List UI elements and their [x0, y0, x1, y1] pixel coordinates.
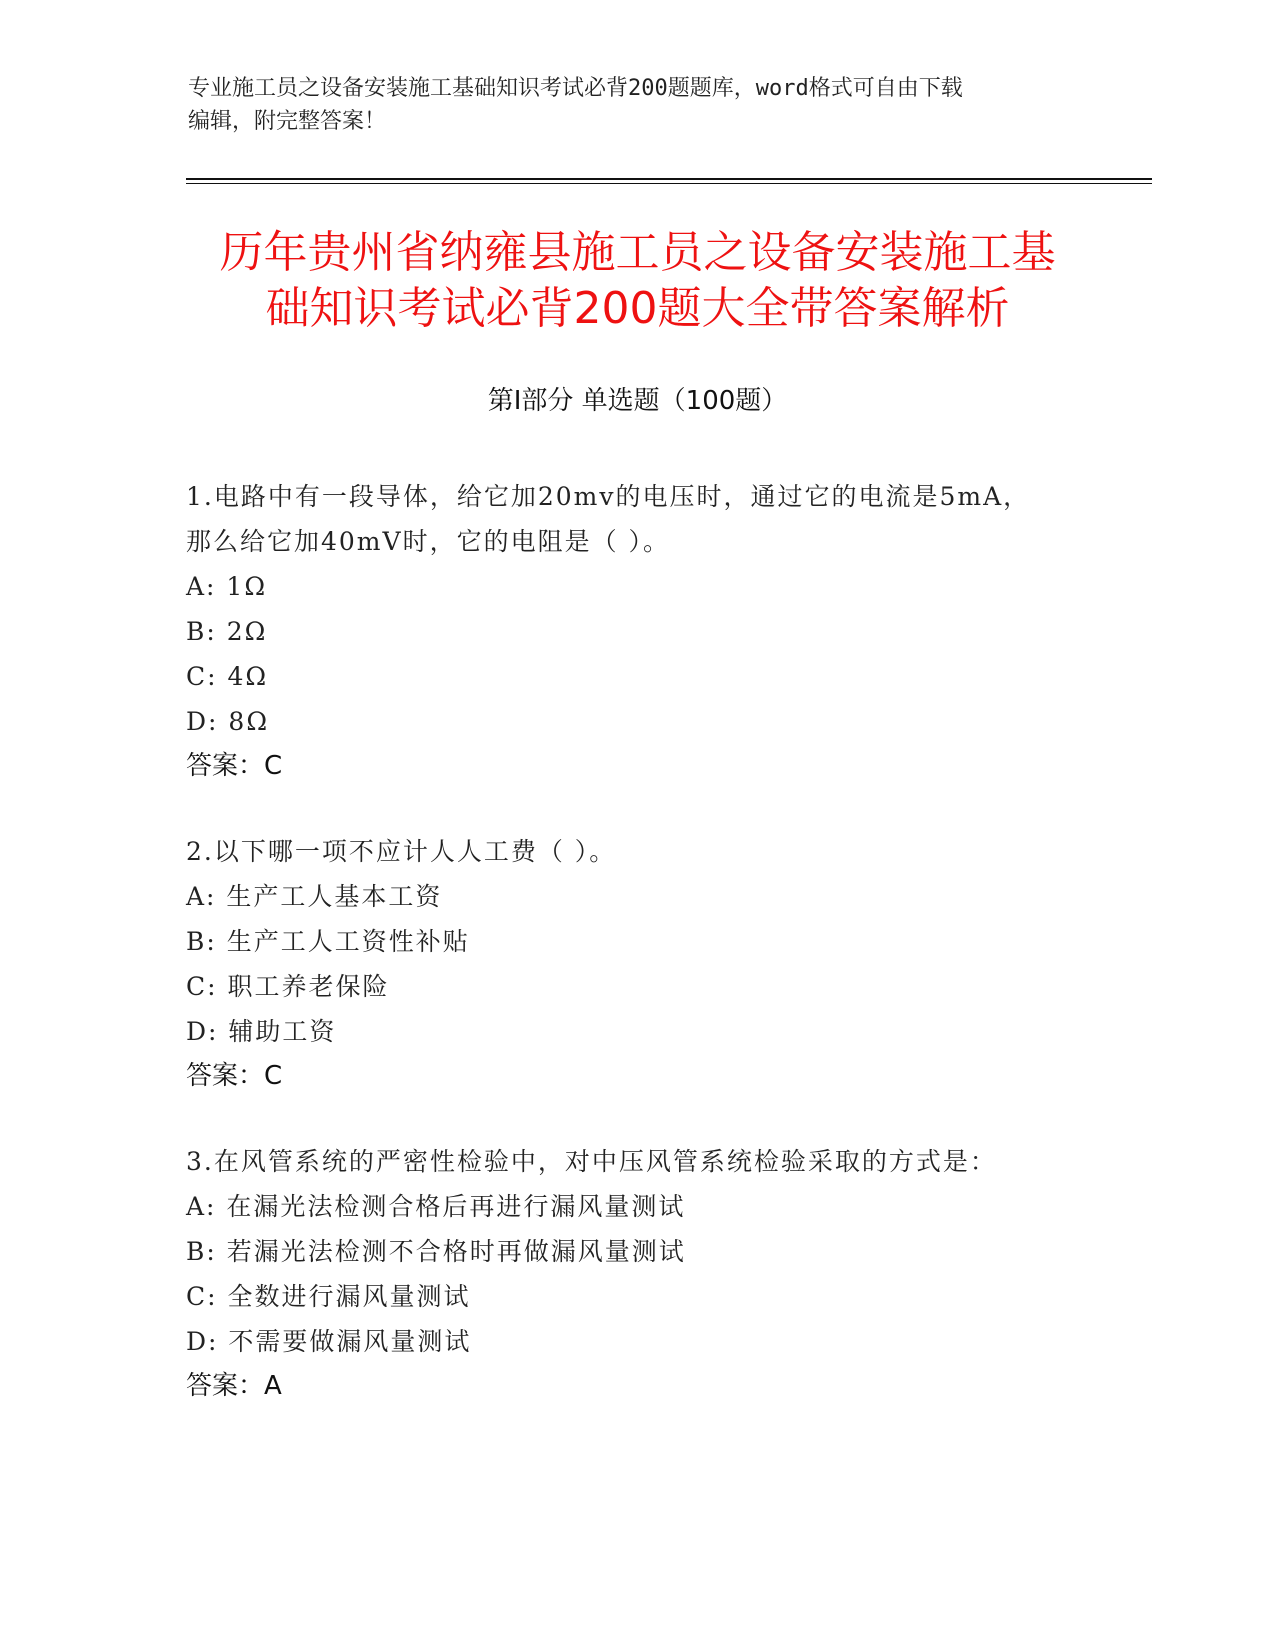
header-note	[188, 72, 1088, 138]
document-title	[150, 225, 1125, 337]
option-c: C: 4Ω	[186, 662, 269, 691]
question-3	[186, 1139, 1086, 1409]
answer: 答案：A	[186, 1371, 282, 1401]
document-title-line-2: 础知识考试必背200题大全带答案解析	[265, 283, 1010, 334]
answer: 答案：C	[186, 751, 283, 781]
option-d: D: 辅助工资	[186, 1017, 337, 1046]
section-title: 第Ⅰ部分 单选题（100题）	[487, 386, 788, 416]
option-c: C: 职工养老保险	[186, 972, 390, 1001]
question-stem-line: 3.在风管系统的严密性检验中，对中压风管系统检验采取的方式是：	[186, 1147, 997, 1176]
option-b: B: 若漏光法检测不合格时再做漏风量测试	[186, 1237, 686, 1266]
document-title-line-1: 历年贵州省纳雍县施工员之设备安装施工基	[219, 227, 1056, 278]
option-a: A: 生产工人基本工资	[186, 882, 443, 911]
header-note-line-2: 编辑，附完整答案！	[188, 109, 387, 134]
question-1	[186, 474, 1086, 789]
option-c: C: 全数进行漏风量测试	[186, 1282, 471, 1311]
option-b: B: 2Ω	[186, 617, 268, 646]
header-divider-thin	[186, 183, 1152, 184]
question-list	[186, 474, 1086, 1449]
header-divider-thick	[186, 178, 1152, 180]
option-a: A: 1Ω	[186, 572, 268, 601]
header-note-line-1: 专业施工员之设备安装施工基础知识考试必背200题题库，word格式可自由下载	[188, 76, 963, 101]
option-d: D: 不需要做漏风量测试	[186, 1327, 472, 1356]
option-a: A: 在漏光法检测合格后再进行漏风量测试	[186, 1192, 686, 1221]
answer: 答案：C	[186, 1061, 283, 1091]
question-stem-line: 2.以下哪一项不应计人人工费（ ）。	[186, 837, 617, 866]
question-stem-line: 那么给它加40mV时，它的电阻是（ ）。	[186, 527, 671, 556]
question-2	[186, 829, 1086, 1099]
option-d: D: 8Ω	[186, 707, 270, 736]
question-stem-line: 1.电路中有一段导体，给它加20mv的电压时，通过它的电流是5mA，	[186, 482, 1031, 511]
option-b: B: 生产工人工资性补贴	[186, 927, 470, 956]
